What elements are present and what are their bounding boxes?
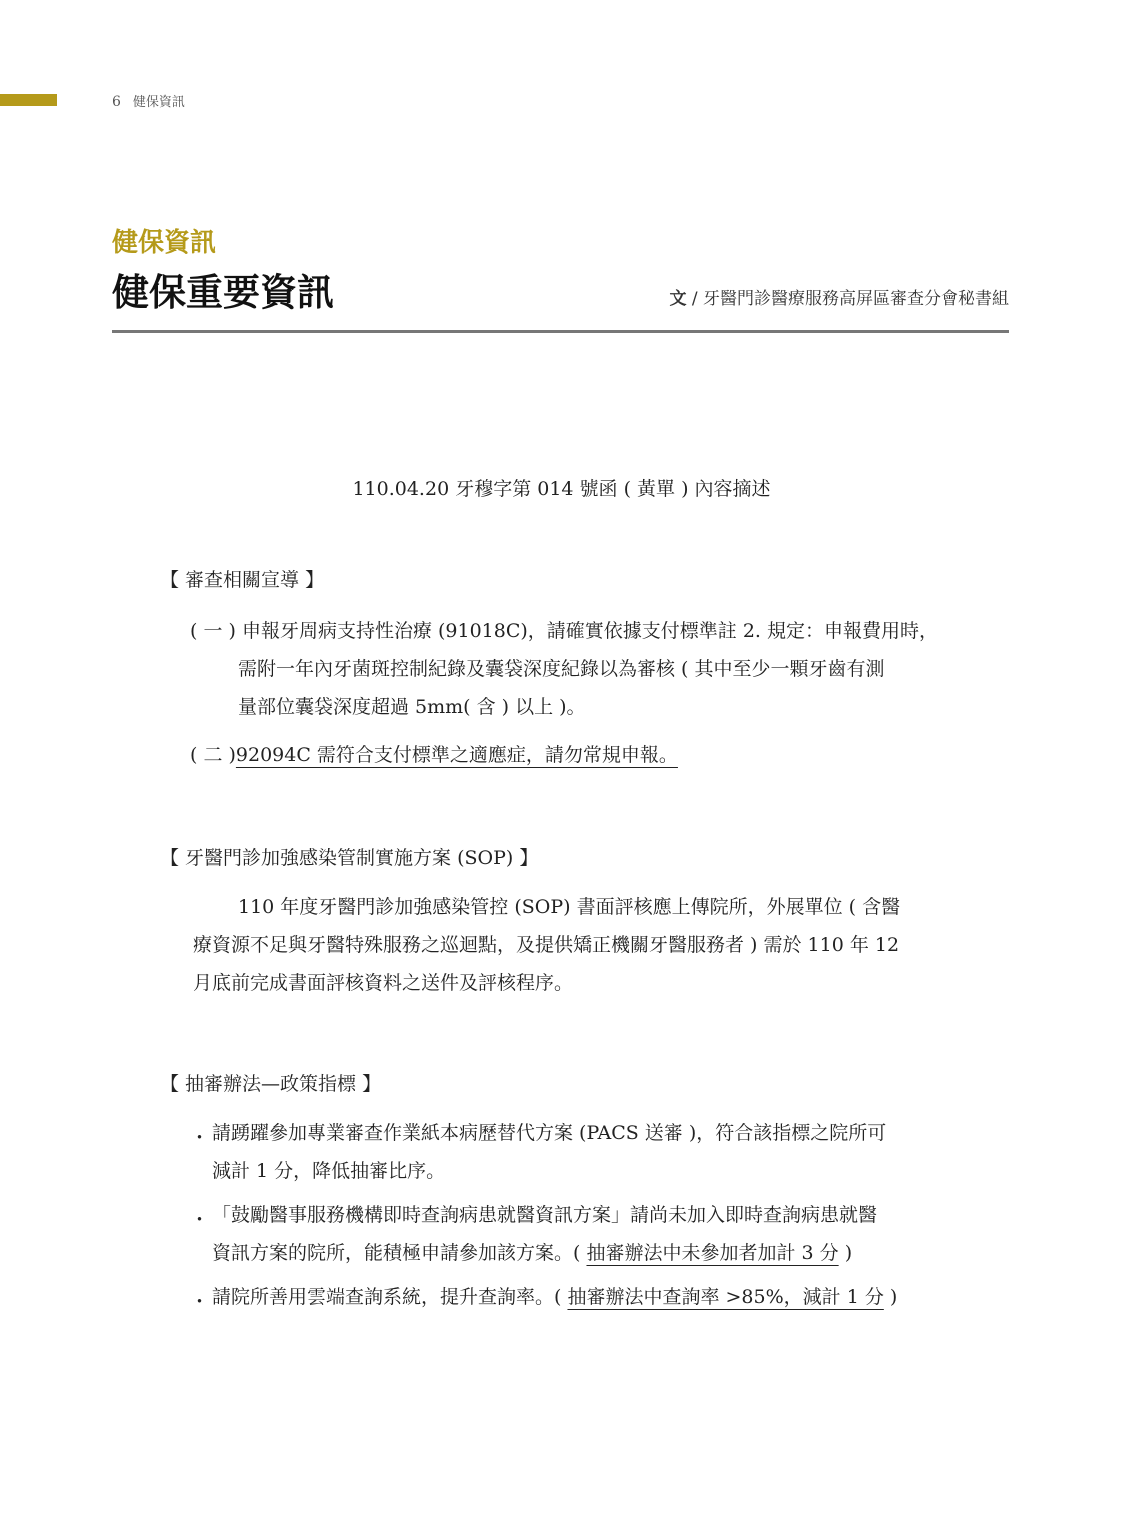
byline-separator: /: [686, 289, 703, 309]
article-kicker: 健保資訊: [112, 228, 217, 258]
bullet3-underlined: 抽審辦法中查詢率 >85%，減計 1 分: [567, 1286, 884, 1308]
item1-line1: ( 一 ) 申報牙周病支持性治療 (91018C)，請確實依據支付標準註 2. 規定：申報費用時，: [190, 620, 938, 642]
running-header-section: 健保資訊: [132, 95, 185, 110]
article-title: 健保重要資訊: [112, 271, 334, 314]
article-byline: [669, 284, 1009, 309]
item2-prefix: ( 二 ): [190, 744, 236, 766]
bullet2-line2-pre: 資訊方案的院所，能積極申請參加該方案。(: [212, 1242, 581, 1264]
item1-line2: 需附一年內牙菌斑控制紀錄及囊袋深度紀錄以為審核 ( 其中至少一顆牙齒有測: [238, 658, 885, 680]
section-heading-policy: 【 抽審辦法—政策指標 】: [160, 1073, 382, 1095]
sop-line1: 110 年度牙醫門診加強感染管控 (SOP) 書面評核應上傳院所，外展單位 ( 含醫: [238, 896, 901, 918]
running-header: [112, 91, 185, 110]
page-accent-bar: [0, 94, 57, 106]
bullet2-line2-post: ): [844, 1242, 853, 1264]
title-rule: [112, 330, 1009, 333]
bullet1-line2: 減計 1 分，降低抽審比序。: [212, 1160, 446, 1182]
bullet-marker: ・: [190, 1127, 210, 1149]
byline-author: 牙醫門診醫療服務高屏區審查分會秘書組: [703, 289, 1009, 309]
bullet1-line1: 請踴躍參加專業審查作業紙本病歷替代方案 (PACS 送審 )，符合該指標之院所可: [212, 1122, 887, 1144]
bullet2-line2-underlined: 抽審辦法中未參加者加計 3 分: [586, 1242, 839, 1264]
bullet-marker: ・: [190, 1209, 210, 1231]
bullet2-line2: [212, 1234, 852, 1272]
item2-text: 92094C 需符合支付標準之適應症，請勿常規申報。: [235, 744, 678, 766]
item1-line3: 量部位囊袋深度超過 5mm( 含 ) 以上 )。: [238, 696, 586, 718]
notice-subject: 110.04.20 牙穆字第 014 號函 ( 黃單 ) 內容摘述: [352, 478, 771, 500]
sop-line3: 月底前完成書面評核資料之送件及評核程序。: [193, 972, 574, 994]
item2: [190, 736, 678, 774]
bullet3: [212, 1278, 897, 1316]
bullet3-pre: 請院所善用雲端查詢系統，提升查詢率。(: [212, 1286, 562, 1308]
section-heading-sop: 【 牙醫門診加強感染管制實施方案 (SOP) 】: [160, 847, 539, 869]
bullet2-line1: 「鼓勵醫事服務機構即時查詢病患就醫資訊方案」請尚未加入即時查詢病患就醫: [212, 1204, 878, 1226]
byline-label: 文: [669, 289, 687, 309]
bullet-marker: ・: [190, 1291, 210, 1313]
sop-line2: 療資源不足與牙醫特殊服務之巡迴點，及提供矯正機關牙醫服務者 ) 需於 110 年 12: [193, 934, 900, 956]
section-heading-review: 【 審查相關宣導 】: [160, 569, 325, 591]
bullet3-post: ): [889, 1286, 898, 1308]
page-number: 6: [112, 94, 121, 110]
